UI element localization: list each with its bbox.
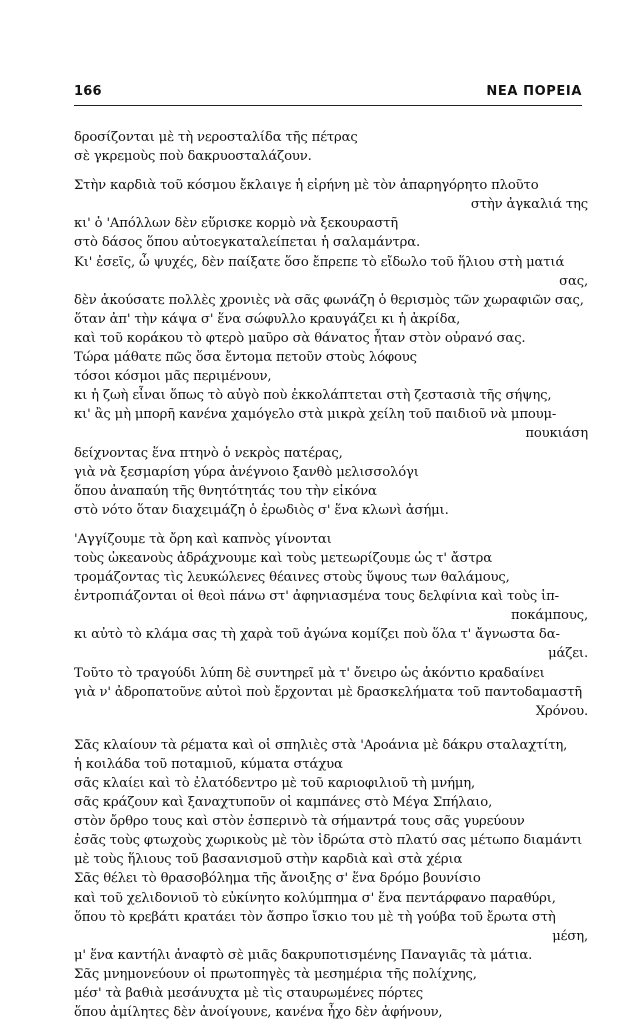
poem-line: τρομάζοντας τὶς λευκώλενες θέαινες στοὺς ὕψους των θαλάμους, xyxy=(74,570,510,586)
poem-line: ἐντροπιάζονται οἱ θεοὶ πάνω στ' ἀφηνιασμένα τους δελφίνια καὶ τοὺς ἱπ- xyxy=(74,589,559,605)
poem-line: τόσοι κόσμοι μᾶς περιμένουν, xyxy=(74,369,272,385)
poem-line: στὸ δάσος ὅπου αὐτοεγκαταλείπεται ἡ σαλαμάντρα. xyxy=(74,235,421,251)
poem-line: δὲν ἀκούσατε πολλὲς χρονιὲς νὰ σᾶς φωνάζη ὁ θερισμὸς τῶν χωραφιῶν σας, xyxy=(74,292,584,308)
poem-line: μὲ τοὺς ἥλιους τοῦ βασανισμοῦ στὴν καρδιὰ καὶ στὰ χέρια xyxy=(74,852,463,868)
poem-line: κι' ἂς μὴ μπορῆ κανένα χαμόγελο στὰ μικρὰ χείλη τοῦ παιδιοῦ νὰ μπουμ- xyxy=(74,407,557,423)
stanza-gap xyxy=(74,520,594,530)
poem-line: δροσίζονται μὲ τὴ νεροσταλίδα τῆς πέτρας xyxy=(74,130,358,145)
poem-line: Τώρα μάθατε πῶς ὅσα ἔντομα πετοῦν στοὺς λόφους xyxy=(74,350,417,366)
stanza-gap xyxy=(74,166,594,176)
poem-line: σὲ γκρεμοὺς ποὺ δακρυοσταλάζουν. xyxy=(74,149,312,165)
poem-line: μ' ἕνα καντήλι ἀναφτὸ σὲ μιᾶς δακρυποτισμένης Παναγιᾶς τὰ μάτια. xyxy=(74,947,533,963)
poem-line: στὸ νότο ὅταν διαχειμάζη ὁ ἐρωδιὸς σ' ἕνα κλωνὶ ἀσήμι. xyxy=(74,502,449,518)
poem-line-continuation: σας, xyxy=(559,273,588,289)
poem-line: Σᾶς κλαίουν τὰ ρέματα καὶ οἱ σπηλιὲς στὰ 'Αροάνια μὲ δάκρυ σταλαχτίτη, xyxy=(74,737,568,753)
poem-line: τοὺς ὠκεανοὺς ἀδράχνουμε καὶ τοὺς μετεωρίζουμε ὡς τ' ἄστρα xyxy=(74,550,493,566)
poem-line: ὅπου ἀναπαύη τῆς θνητότητάς του τὴν εἰκόνα xyxy=(74,483,377,499)
poem-line: Τοῦτο τὸ τραγούδι λύπη δὲ συντηρεῖ μὰ τ' ὄνειρο ὡς ἀκόντιο κραδαίνει xyxy=(74,665,545,681)
poem-line: Σᾶς θέλει τὸ θρασοβόλημα τῆς ἄνοιξης σ' ἕνα δρόμο βουνίσιο xyxy=(74,871,481,887)
poem-line: κι ἡ ζωὴ εἶναι ὅπως τὸ αὐγὸ ποὺ ἐκκολάπτεται στὴ ζεστασιὰ τῆς σήψης, xyxy=(74,388,552,404)
poem-line: κι' ὁ 'Απόλλων δὲν εὕρισκε κορμὸ νὰ ξεκουραστῆ xyxy=(74,216,399,232)
poem-line: Σᾶς μνημονεύουν οἱ πρωτοπηγὲς τὰ μεσημέρια τῆς πολίχνης, xyxy=(74,966,477,982)
poem-line: μέσ' τὰ βαθιὰ μεσάνυχτα μὲ τὶς σταυρωμένες πόρτες xyxy=(74,986,424,1002)
poem-line-continuation: ποκάμπους, xyxy=(510,608,588,624)
poem-line: στὸν ὄρθρο τους καὶ στὸν ἑσπερινὸ τὰ σήμαντρά τους σᾶς γυρεύουν xyxy=(74,814,525,830)
poem-line: σᾶς κλαίει καὶ τὸ ἐλατόδεντρο μὲ τοῦ καριοφιλιοῦ τὴ μνήμη, xyxy=(74,776,476,791)
poem-line: καὶ τοῦ κοράκου τὸ φτερὸ μαῦρο σὰ θάνατος ἦταν στὸν οὐρανό σας. xyxy=(74,330,526,346)
poem-line: Στὴν καρδιὰ τοῦ κόσμου ἔκλαιγε ἡ εἰρήνη μὲ τὸν ἀπαρηγόρητο πλοῦτο xyxy=(74,178,539,194)
poem-line: ὅπου ἀμίλητες δὲν ἀνοίγουνε, κανένα ἦχο δὲν ἀφήνουν, xyxy=(74,1005,443,1021)
poem-line: σᾶς κράζουν καὶ ξαναχτυποῦν οἱ καμπάνες στὸ Μέγα Σπήλαιο, xyxy=(74,795,493,811)
stanza-gap xyxy=(74,721,594,736)
poem-body xyxy=(74,128,594,1022)
page-number: 166 xyxy=(74,84,102,99)
poem-line-continuation: Χρόνου. xyxy=(535,703,588,719)
header-rule xyxy=(74,105,582,106)
poem-line: γιὰ ν' ἀδροπατοῦνε αὐτοὶ ποὺ ἔρχονται μὲ δρασκελήματα τοῦ παντοδαμαστῆ xyxy=(74,684,582,700)
page-header xyxy=(74,84,582,104)
poem-line: κι αὐτὸ τὸ κλάμα σας τὴ χαρὰ τοῦ ἀγώνα κομίζει ποὺ ὅλα τ' ἄγνωστα δα- xyxy=(74,627,560,643)
poem-line: Κι' ἐσεῖς, ὦ ψυχές, δὲν παίξατε ὅσο ἔπρεπε τὸ εἴδωλο τοῦ ἥλιου στὴ ματιά xyxy=(74,254,565,270)
poem-line: γιὰ νὰ ξεσμαρίση γύρα ἀνέγνοιο ξανθὸ μελισσολόγι xyxy=(74,464,419,480)
poem-line: ὅταν ἀπ' τὴν κάψα σ' ἕνα σώφυλλο κραυγάζει κι ἡ ἀκρίδα, xyxy=(74,311,461,327)
poem-line: δείχνοντας ἕνα πτηνὸ ὁ νεκρὸς πατέρας, xyxy=(74,445,343,461)
poem-line: καὶ τοῦ χελιδονιοῦ τὸ εὐκίνητο κολύμπημα σ' ἕνα πεντάρφανο παραθύρι, xyxy=(74,890,556,906)
poem-line: ὅπου τὸ κρεβάτι κρατάει τὸν ἄσπρο ἴσκιο του μὲ τὴ γούβα τοῦ ἔρωτα στὴ xyxy=(74,909,556,925)
poem-line: ἡ κοιλάδα τοῦ ποταμιοῦ, κύματα στάχυα xyxy=(74,756,343,772)
poem-line-continuation: μέση, xyxy=(552,928,588,944)
poem-line: 'Αγγίζουμε τὰ ὄρη καὶ καπνὸς γίνονται xyxy=(74,531,332,547)
running-title: ΝΕΑ ΠΟΡΕΙΑ xyxy=(486,84,582,99)
poem-line-continuation: πουκιάση xyxy=(525,426,588,442)
poem-line-continuation: μάζει. xyxy=(548,646,588,662)
poem-line: ἐσᾶς τοὺς φτωχοὺς χωρικοὺς μὲ τὸν ἱδρώτα στὸ πλατύ σας μέτωπο διαμάντι xyxy=(74,833,583,849)
poem-line-continuation: στὴν ἀγκαλιά της xyxy=(470,197,588,213)
